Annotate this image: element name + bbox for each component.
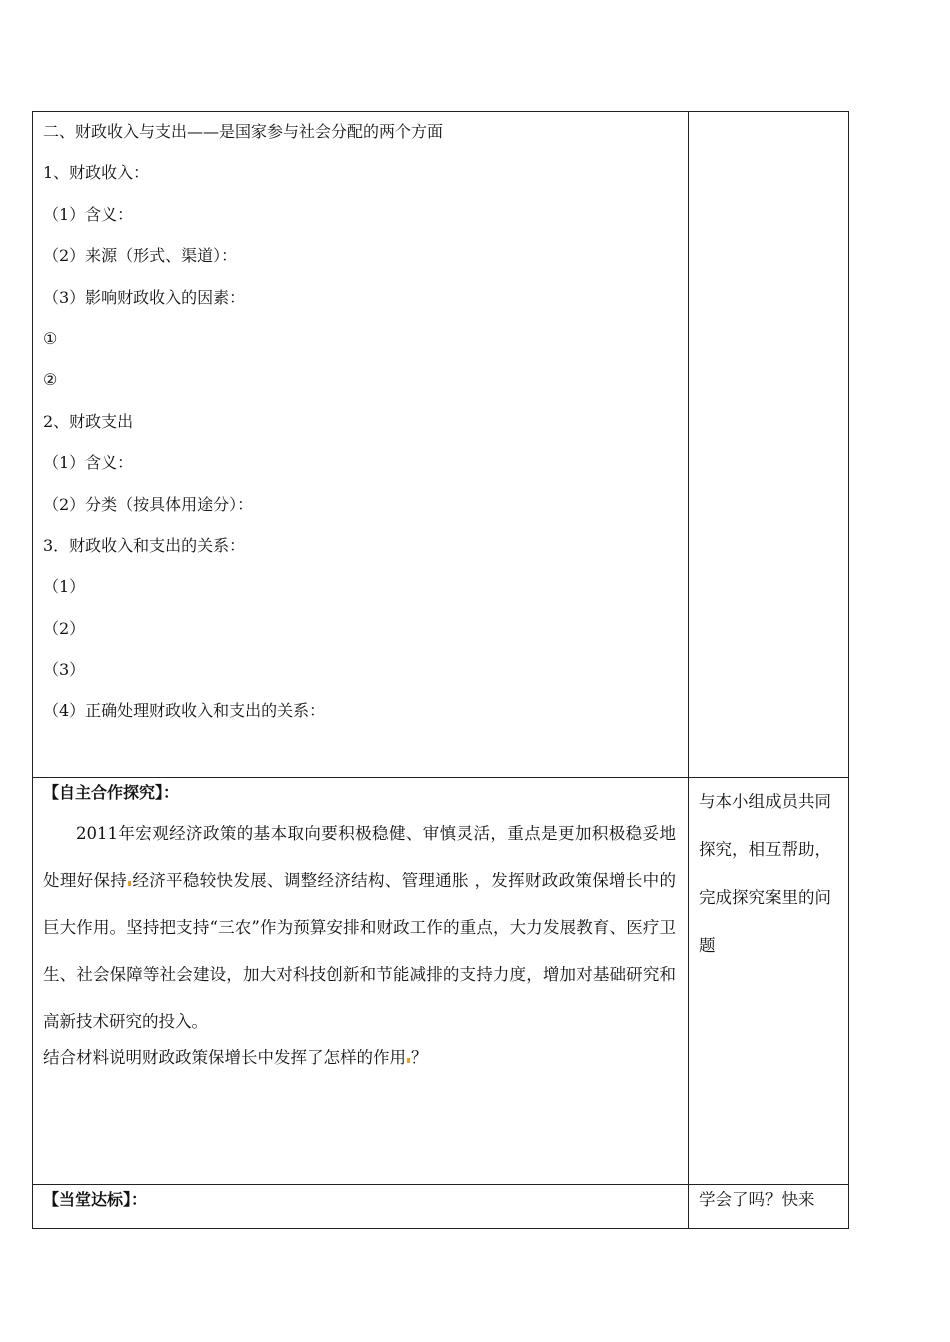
outline-line: （2）分类（按具体用途分）： xyxy=(43,494,254,514)
outline-line: ① xyxy=(43,328,58,348)
outline-line: 2、财政支出 xyxy=(43,411,134,431)
outline-line: ② xyxy=(43,370,58,390)
explore-material-paragraph xyxy=(43,810,676,1045)
explore-side-note: 与本小组成员共同探究，相互帮助，完成探究案里的问题 xyxy=(699,792,831,955)
outline-line: 3．财政收入和支出的关系： xyxy=(43,535,246,555)
material-text-1: 2011年宏观经济政策的基本取向要积极稳健、审慎灵活，重点是更加积极稳妥地处理好保持 xyxy=(43,824,676,890)
outline-side-cell xyxy=(689,112,849,778)
outline-cell xyxy=(33,112,689,778)
outline-line: （3）影响财政收入的因素： xyxy=(43,287,246,307)
drill-row xyxy=(33,1185,849,1229)
outline-line: （1）含义： xyxy=(43,204,134,224)
outline-line: （1）含义： xyxy=(43,453,134,473)
outline-line: 1、财政收入： xyxy=(43,163,150,183)
outline-line: （2） xyxy=(43,618,86,638)
outline-line: （1） xyxy=(43,577,86,597)
explore-row xyxy=(33,778,849,1185)
explore-heading: 【自主合作探究】： xyxy=(43,783,180,802)
outline-line: （2）来源（形式、渠道）： xyxy=(43,246,238,266)
drill-heading: 【当堂达标】： xyxy=(43,1190,148,1209)
edit-mark xyxy=(407,1058,410,1063)
outline-line: （3） xyxy=(43,660,86,680)
explore-question xyxy=(43,1043,676,1073)
outline-line: 二、财政收入与支出——是国家参与社会分配的两个方面 xyxy=(43,122,444,141)
material-text-2: 经济平稳较快发展、调整经济结构、管理通胀 ，发挥财政政策保增长中的巨大作用。坚持把支持“三农”作为预算安排和财政工作的重点，大力发展教育、医疗卫生、社会保障等社会建设，加大对科技创新和节能减排的支持力度，增加对基础研究和高新技术研究的投入。 xyxy=(43,871,677,1031)
outline-list xyxy=(33,112,688,739)
outline-row xyxy=(33,112,849,778)
explore-side-cell xyxy=(689,778,849,1185)
drill-side-cell xyxy=(689,1185,849,1229)
drill-cell xyxy=(33,1185,689,1229)
outline-line: （4）正确处理财政收入和支出的关系： xyxy=(43,701,326,721)
question-text: 结合材料说明财政政策保增长中发挥了怎样的作用 xyxy=(43,1048,406,1067)
explore-cell xyxy=(33,778,689,1185)
lesson-table xyxy=(32,111,849,1229)
edit-mark xyxy=(128,881,131,886)
lesson-sheet xyxy=(32,111,848,1229)
drill-side-note: 学会了吗？快来 xyxy=(699,1190,815,1209)
question-mark: ？ xyxy=(411,1048,428,1067)
